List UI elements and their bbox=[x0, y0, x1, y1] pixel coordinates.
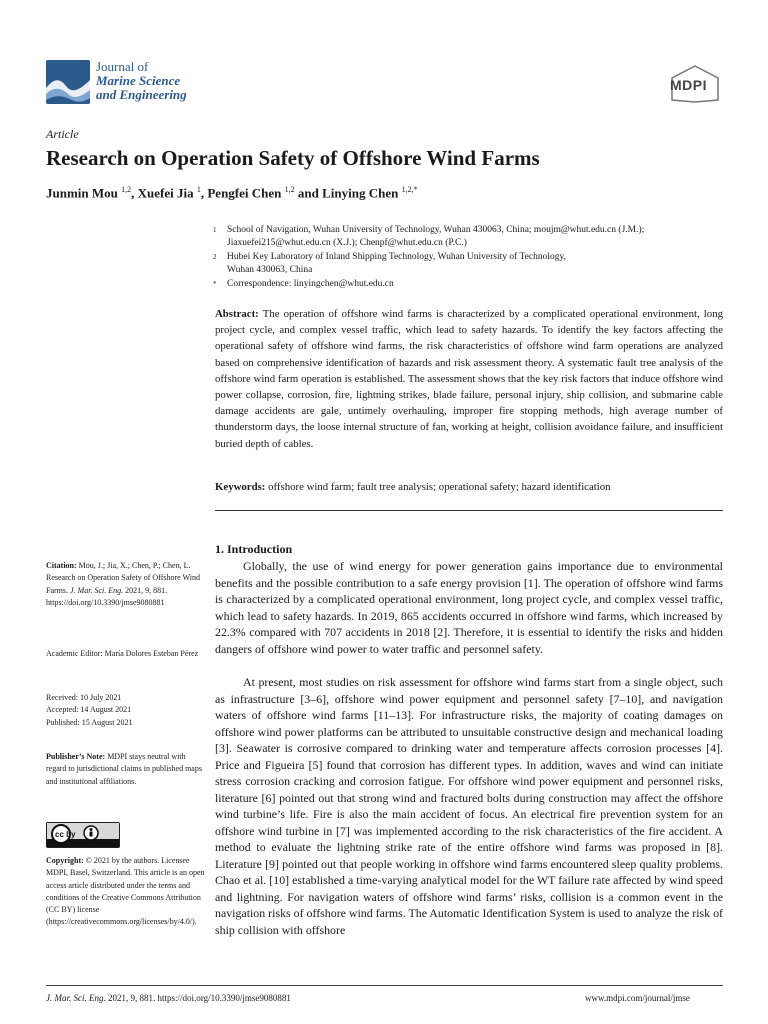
cc-by-license-badge[interactable] bbox=[46, 822, 120, 848]
affiliation-line: School of Navigation, Wuhan University of Technology, Wuhan 430063, China; moujm@whut.edu.cn (J.M.); bbox=[227, 225, 645, 235]
affiliation-line: Wuhan 430063, China bbox=[227, 264, 313, 275]
affiliation-number: 1 bbox=[213, 226, 217, 234]
citation-journal: J. Mar. Sci. Eng. bbox=[70, 585, 124, 595]
published-date: Published: 15 August 2021 bbox=[46, 717, 133, 727]
note-text: MDPI stays neutral with regard to jurisdictional claims in published maps and institutional affiliations. bbox=[46, 752, 202, 786]
copyright-text: © 2021 by the authors. Licensee MDPI, Basel, Switzerland. This article is an open access article distributed under the terms and conditions of the Creative Commons Attribution (CC BY) license (https://creativecommons.org/licenses/by/4.0/). bbox=[46, 856, 205, 927]
publisher-note bbox=[46, 751, 206, 788]
author-affil-sup: 1,2 bbox=[121, 185, 132, 194]
affiliation-number: * bbox=[213, 280, 217, 288]
footer-journal-url[interactable]: www.mdpi.com/journal/jmse bbox=[585, 993, 690, 1003]
cc-text: cc by bbox=[55, 830, 76, 839]
keywords-label: Keywords: bbox=[215, 481, 266, 493]
author-affil-sup: 1 bbox=[196, 185, 201, 194]
editor-name: María Dolores Esteban Pérez bbox=[104, 649, 199, 658]
author-affil-sup: 1,2 bbox=[284, 185, 295, 194]
journal-name-line3: and Engineering bbox=[96, 87, 187, 102]
academic-editor bbox=[46, 648, 206, 660]
affiliation-line: Hubei Key Laboratory of Inland Shipping Technology, Wuhan University of Technology, bbox=[227, 252, 566, 262]
keywords-text: offshore wind farm; fault tree analysis; operational safety; hazard identification bbox=[268, 481, 611, 493]
article-type: Article bbox=[46, 127, 79, 141]
citation-text: Mou, J.; Jia, X.; Chen, P.; Chen, L. Research on Operation Safety of Offshore Wind Farms. bbox=[46, 561, 201, 595]
author-name: Linying Chen bbox=[322, 185, 399, 201]
citation-tail[interactable]: 2021, 9, 881. https://doi.org/10.3390/jmse9080881 bbox=[46, 585, 168, 607]
journal-name-line1: Journal of bbox=[96, 59, 149, 74]
divider bbox=[215, 510, 723, 511]
editor-label: Academic Editor: bbox=[46, 649, 103, 658]
abstract-label: Abstract: bbox=[215, 308, 259, 320]
wave-icon bbox=[46, 60, 90, 104]
copyright-label: Copyright: bbox=[46, 856, 84, 865]
affiliation-number: 2 bbox=[213, 253, 217, 261]
received-date: Received: 10 July 2021 bbox=[46, 693, 122, 702]
author-list: Junmin Mou $^{1,2}$, Xuefei Jia $^1$, Pengfei Chen $^{1,2}$ and Linying Chen $^{1,2,*}$ bbox=[46, 185, 418, 201]
author-name: Xuefei Jia bbox=[137, 185, 194, 201]
author-name: Junmin Mou bbox=[46, 185, 118, 201]
keywords bbox=[215, 479, 723, 495]
citation-label: Citation: bbox=[46, 561, 77, 570]
copyright-block bbox=[46, 855, 206, 929]
journal-logo bbox=[46, 60, 90, 104]
intro-paragraph-1: Globally, the use of wind energy for power generation gains importance due to environmental benefits and the possible contribution to a safe energy provision [1]. The operation of offshore wind farms is characterized by a complicated operational environment, long project cycle, and complex vessel traffic, which lead to safety hazards. In 2019, 865 accidents occurred in offshore wind farms, which increased by 22.3% compared with 707 accidents in 2018 [2]. Therefore, it is essential to identify the risks and hidden dangers of offshore wind power to water traffic and personnel safety. bbox=[215, 559, 723, 656]
section-heading: 1. Introduction bbox=[215, 542, 293, 556]
abstract bbox=[215, 306, 723, 452]
citation-block bbox=[46, 560, 206, 609]
footer-divider bbox=[46, 985, 723, 986]
journal-name-line2: Marine Science bbox=[96, 73, 181, 88]
article-title: Research on Operation Safety of Offshore Wind Farms bbox=[46, 146, 540, 170]
journal-name bbox=[96, 60, 187, 102]
footer-citation bbox=[46, 993, 291, 1003]
abstract-text: The operation of offshore wind farms is characterized by a complicated operational environment, long project cycle, and complex vessel traffic, which lead to safety hazards. To identify the key factors affecting the operational safety of offshore wind farms, the risk characteristics of offshore wind farm operations are analyzed based on comprehensive identification of hazards and risk assessment theory. A systematic fault tree analysis of the offshore wind farm operation is established. The assessment shows that the key risk factors that induce offshore wind power collapse, corrosion, fire, lightning strikes, blade failure, personal injury, ship collision, and submarine cable damage accidents are gale, untimely overhauling, improper fire stopping methods, high average number of thunderstorm days, the loose internal structure of fan, working at height, collision avoidance failure, and insufficient buried depth of cables. bbox=[215, 308, 723, 450]
intro-paragraph-2: At present, most studies on risk assessment for offshore wind farms start from a single object, such as infrastructure [3–6], offshore wind power equipment and personnel safety [7–10], and navigation waters of offshore wind farms [11–13]. For infrastructure risks, the majority of coating damages on offshore wind power platforms can be attributed to unsuitable constructive design and mechanical loading [3]. Seawater is corrosive compared to drinking water and temperature affects corrosion processes [4]. Price and Figueira [5] found that corrosion has different types. In addition, waves and wind can initiate stress corrosion cracking and corrosion fatigue. For offshore wind power equipment and personnel risks, literature [6] pointed out that strong wind and fractured bolts during construction may affect the offshore wind turbine’s life. Fire is also the main accident of focus. An electrical fire prevention system for an offshore wind turbine in [7] was implemented according to the risk characteristics of the fire accident. A method to evaluate the lightning strike rate of the entire offshore wind farms was proposed in [8]. Literature [9] pointed out that people working in offshore wind farms encountered sleep quality problems. Chao et al. [10] established a time-varying analytical model for the WT failure rate affected by wind speed and lightning. For navigation waters of offshore wind farms’ risks, collision is a common event in the navigation risks of offshore wind farms. The Automatic Identification System is used to analyze the risk of ship collision with offshore bbox=[215, 675, 723, 937]
author-name: Pengfei Chen bbox=[207, 185, 282, 201]
accepted-date: Accepted: 14 August 2021 bbox=[46, 705, 132, 715]
author-affil-sup: 1,2,* bbox=[401, 185, 418, 194]
note-label: Publisher’s Note: bbox=[46, 752, 106, 761]
footer-journal: J. Mar. Sci. Eng. bbox=[46, 993, 106, 1003]
footer-doi[interactable]: 2021, 9, 881. https://doi.org/10.3390/jmse9080881 bbox=[108, 993, 291, 1003]
publisher-logo-text: MDPI bbox=[670, 77, 707, 93]
affiliation-line: Correspondence: linyingchen@whut.edu.cn bbox=[227, 279, 394, 289]
dates-block bbox=[46, 692, 206, 729]
affiliation-line: Jiaxuefei215@whut.edu.cn (X.J.); Chenpf@whut.edu.cn (P.C.) bbox=[227, 237, 467, 248]
